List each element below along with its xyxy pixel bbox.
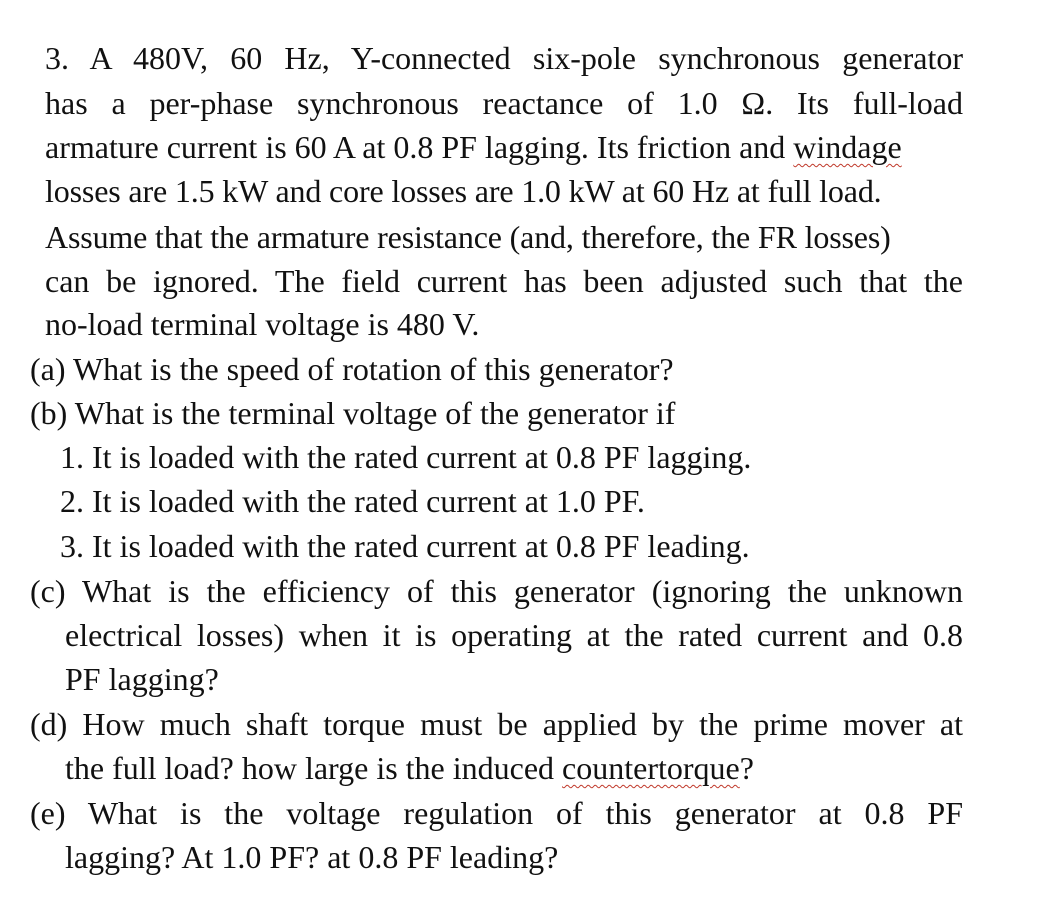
problem-intro-line-1: 3. A 480V, 60 Hz, Y-connected six-pole synchronous generator (45, 40, 963, 76)
spellcheck-word-windage: windage (793, 129, 902, 165)
question-d-line-1: (d) How much shaft torque must be applied by the prime mover at (30, 706, 963, 742)
problem-intro-line-3-text: armature current is 60 A at 0.8 PF lagging. Its friction and (45, 129, 794, 165)
problem-intro-line-7: no-load terminal voltage is 480 V. (45, 306, 480, 342)
question-d-line-2 (65, 750, 754, 786)
problem-intro-line-6: can be ignored. The field current has been adjusted such that the (45, 263, 963, 299)
spellcheck-word-countertorque: countertorque (562, 750, 740, 786)
question-c-line-1: (c) What is the efficiency of this generator (ignoring the unknown (30, 573, 963, 609)
problem-intro-line-5: Assume that the armature resistance (and, therefore, the FR losses) (45, 219, 891, 255)
problem-intro-line-2: has a per-phase synchronous reactance of 1.0 Ω. Its full-load (45, 85, 963, 121)
question-d-line-2-text: the full load? how large is the induced (65, 750, 563, 786)
question-b-item-3: 3. It is loaded with the rated current at 0.8 PF leading. (60, 528, 750, 564)
question-c-line-3: PF lagging? (65, 661, 219, 697)
question-a: (a) What is the speed of rotation of this generator? (30, 351, 674, 387)
question-b: (b) What is the terminal voltage of the generator if (30, 395, 676, 431)
question-b-item-1: 1. It is loaded with the rated current at 0.8 PF lagging. (60, 439, 752, 475)
question-e-line-2: lagging? At 1.0 PF? at 0.8 PF leading? (65, 839, 559, 875)
problem-intro-line-3 (45, 129, 902, 165)
question-c-line-2: electrical losses) when it is operating at the rated current and 0.8 (65, 617, 963, 653)
question-e-line-1: (e) What is the voltage regulation of this generator at 0.8 PF (30, 795, 963, 831)
problem-intro-line-4: losses are 1.5 kW and core losses are 1.0 kW at 60 Hz at full load. (45, 173, 882, 209)
question-d-line-2-end: ? (739, 750, 754, 786)
question-b-item-2: 2. It is loaded with the rated current at 1.0 PF. (60, 483, 645, 519)
